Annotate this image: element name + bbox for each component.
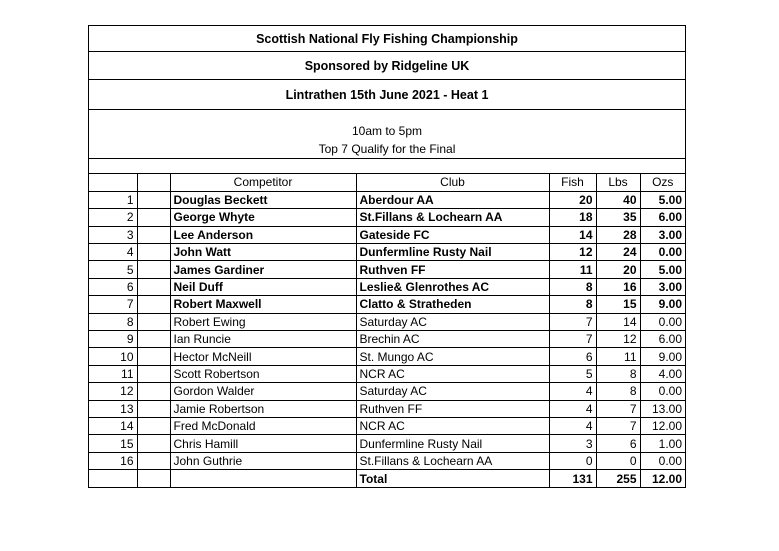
- cell-competitor: Robert Maxwell: [170, 296, 356, 313]
- cell-blank: [137, 261, 170, 278]
- cell-club: Clatto & Stratheden: [356, 296, 549, 313]
- cell-fish: 18: [549, 209, 596, 226]
- cell-ozs: 0.00: [640, 244, 685, 261]
- cell-position: 12: [89, 383, 137, 400]
- cell-fish: 20: [549, 191, 596, 208]
- cell-competitor: Lee Anderson: [170, 226, 356, 243]
- cell-blank: [137, 348, 170, 365]
- cell-ozs: 0.00: [640, 452, 685, 469]
- header-fish: Fish: [549, 174, 596, 191]
- cell-position: 4: [89, 244, 137, 261]
- info-spacer-bottom: [89, 158, 685, 173]
- total-blank-1: [89, 470, 137, 487]
- table-row: [89, 331, 685, 348]
- table-row: [89, 348, 685, 365]
- cell-club: Dunfermline Rusty Nail: [356, 244, 549, 261]
- table-row: [89, 226, 685, 243]
- cell-position: 14: [89, 417, 137, 434]
- table-row: [89, 191, 685, 208]
- cell-fish: 7: [549, 313, 596, 330]
- cell-club: Ruthven FF: [356, 400, 549, 417]
- table-row: [89, 452, 685, 469]
- cell-blank: [137, 226, 170, 243]
- cell-blank: [137, 435, 170, 452]
- cell-position: 2: [89, 209, 137, 226]
- total-ozs: 12.00: [640, 470, 685, 487]
- cell-competitor: John Guthrie: [170, 452, 356, 469]
- cell-ozs: 6.00: [640, 331, 685, 348]
- cell-blank: [137, 365, 170, 382]
- cell-ozs: 6.00: [640, 209, 685, 226]
- cell-club: Ruthven FF: [356, 261, 549, 278]
- cell-fish: 8: [549, 296, 596, 313]
- cell-ozs: 13.00: [640, 400, 685, 417]
- cell-club: NCR AC: [356, 417, 549, 434]
- info-block: [89, 110, 685, 174]
- cell-competitor: John Watt: [170, 244, 356, 261]
- cell-blank: [137, 313, 170, 330]
- cell-ozs: 12.00: [640, 417, 685, 434]
- cell-fish: 4: [549, 417, 596, 434]
- table-row: [89, 417, 685, 434]
- cell-competitor: Fred McDonald: [170, 417, 356, 434]
- cell-blank: [137, 209, 170, 226]
- table-row: [89, 209, 685, 226]
- cell-ozs: 3.00: [640, 278, 685, 295]
- header-competitor: Competitor: [170, 174, 356, 191]
- cell-lbs: 16: [596, 278, 640, 295]
- total-fish: 131: [549, 470, 596, 487]
- cell-competitor: Scott Robertson: [170, 365, 356, 382]
- header-ozs: Ozs: [640, 174, 685, 191]
- cell-blank: [137, 244, 170, 261]
- cell-lbs: 6: [596, 435, 640, 452]
- cell-ozs: 0.00: [640, 313, 685, 330]
- cell-position: 7: [89, 296, 137, 313]
- cell-position: 3: [89, 226, 137, 243]
- cell-fish: 14: [549, 226, 596, 243]
- cell-ozs: 3.00: [640, 226, 685, 243]
- cell-club: St. Mungo AC: [356, 348, 549, 365]
- table-row: [89, 435, 685, 452]
- cell-blank: [137, 331, 170, 348]
- cell-competitor: Jamie Robertson: [170, 400, 356, 417]
- total-label: Total: [356, 470, 549, 487]
- cell-fish: 3: [549, 435, 596, 452]
- cell-fish: 11: [549, 261, 596, 278]
- cell-blank: [137, 417, 170, 434]
- cell-blank: [137, 296, 170, 313]
- cell-competitor: James Gardiner: [170, 261, 356, 278]
- cell-position: 1: [89, 191, 137, 208]
- table-row: [89, 296, 685, 313]
- cell-club: Leslie& Glenrothes AC: [356, 278, 549, 295]
- table-row: [89, 365, 685, 382]
- cell-lbs: 12: [596, 331, 640, 348]
- cell-fish: 5: [549, 365, 596, 382]
- event-line: Lintrathen 15th June 2021 - Heat 1: [89, 80, 685, 110]
- cell-club: Gateside FC: [356, 226, 549, 243]
- cell-position: 8: [89, 313, 137, 330]
- cell-position: 6: [89, 278, 137, 295]
- cell-blank: [137, 191, 170, 208]
- cell-ozs: 1.00: [640, 435, 685, 452]
- cell-lbs: 35: [596, 209, 640, 226]
- time-line: 10am to 5pm: [351, 124, 423, 138]
- cell-club: St.Fillans & Lochearn AA: [356, 452, 549, 469]
- cell-ozs: 9.00: [640, 348, 685, 365]
- cell-position: 16: [89, 452, 137, 469]
- cell-ozs: 4.00: [640, 365, 685, 382]
- cell-fish: 8: [549, 278, 596, 295]
- cell-lbs: 40: [596, 191, 640, 208]
- cell-lbs: 8: [596, 365, 640, 382]
- cell-ozs: 5.00: [640, 191, 685, 208]
- cell-competitor: George Whyte: [170, 209, 356, 226]
- cell-lbs: 15: [596, 296, 640, 313]
- cell-position: 9: [89, 331, 137, 348]
- table-row: [89, 383, 685, 400]
- total-blank-3: [170, 470, 356, 487]
- cell-club: Saturday AC: [356, 383, 549, 400]
- cell-competitor: Chris Hamill: [170, 435, 356, 452]
- cell-blank: [137, 400, 170, 417]
- cell-club: NCR AC: [356, 365, 549, 382]
- cell-competitor: Gordon Walder: [170, 383, 356, 400]
- cell-lbs: 7: [596, 400, 640, 417]
- cell-competitor: Robert Ewing: [170, 313, 356, 330]
- cell-fish: 0: [549, 452, 596, 469]
- cell-club: Brechin AC: [356, 331, 549, 348]
- cell-club: Aberdour AA: [356, 191, 549, 208]
- table-row: [89, 261, 685, 278]
- cell-club: St.Fillans & Lochearn AA: [356, 209, 549, 226]
- cell-lbs: 7: [596, 417, 640, 434]
- cell-lbs: 24: [596, 244, 640, 261]
- total-lbs: 255: [596, 470, 640, 487]
- table-header-row: [89, 174, 685, 191]
- header-club: Club: [356, 174, 549, 191]
- total-blank-2: [137, 470, 170, 487]
- cell-lbs: 0: [596, 452, 640, 469]
- qualify-line: Top 7 Qualify for the Final: [318, 142, 456, 156]
- cell-position: 10: [89, 348, 137, 365]
- cell-club: Saturday AC: [356, 313, 549, 330]
- cell-ozs: 5.00: [640, 261, 685, 278]
- table-row: [89, 400, 685, 417]
- cell-blank: [137, 383, 170, 400]
- cell-position: 5: [89, 261, 137, 278]
- cell-competitor: Douglas Beckett: [170, 191, 356, 208]
- header-lbs: Lbs: [596, 174, 640, 191]
- cell-lbs: 11: [596, 348, 640, 365]
- championship-title: Scottish National Fly Fishing Championship: [89, 26, 685, 52]
- cell-competitor: Hector McNeill: [170, 348, 356, 365]
- cell-competitor: Neil Duff: [170, 278, 356, 295]
- cell-fish: 6: [549, 348, 596, 365]
- total-row: [89, 470, 685, 487]
- cell-ozs: 0.00: [640, 383, 685, 400]
- cell-blank: [137, 452, 170, 469]
- cell-lbs: 8: [596, 383, 640, 400]
- cell-fish: 12: [549, 244, 596, 261]
- cell-competitor: Ian Runcie: [170, 331, 356, 348]
- sponsor-line: Sponsored by Ridgeline UK: [89, 52, 685, 80]
- cell-position: 15: [89, 435, 137, 452]
- cell-blank: [137, 278, 170, 295]
- header-blank: [137, 174, 170, 191]
- cell-position: 11: [89, 365, 137, 382]
- results-table: [89, 174, 685, 487]
- table-row: [89, 244, 685, 261]
- cell-fish: 7: [549, 331, 596, 348]
- table-row: [89, 278, 685, 295]
- header-pos: [89, 174, 137, 191]
- cell-lbs: 14: [596, 313, 640, 330]
- cell-lbs: 28: [596, 226, 640, 243]
- info-spacer: [89, 110, 685, 122]
- cell-ozs: 9.00: [640, 296, 685, 313]
- cell-fish: 4: [549, 383, 596, 400]
- table-row: [89, 313, 685, 330]
- cell-club: Dunfermline Rusty Nail: [356, 435, 549, 452]
- cell-fish: 4: [549, 400, 596, 417]
- cell-position: 13: [89, 400, 137, 417]
- results-sheet: [88, 25, 686, 488]
- cell-lbs: 20: [596, 261, 640, 278]
